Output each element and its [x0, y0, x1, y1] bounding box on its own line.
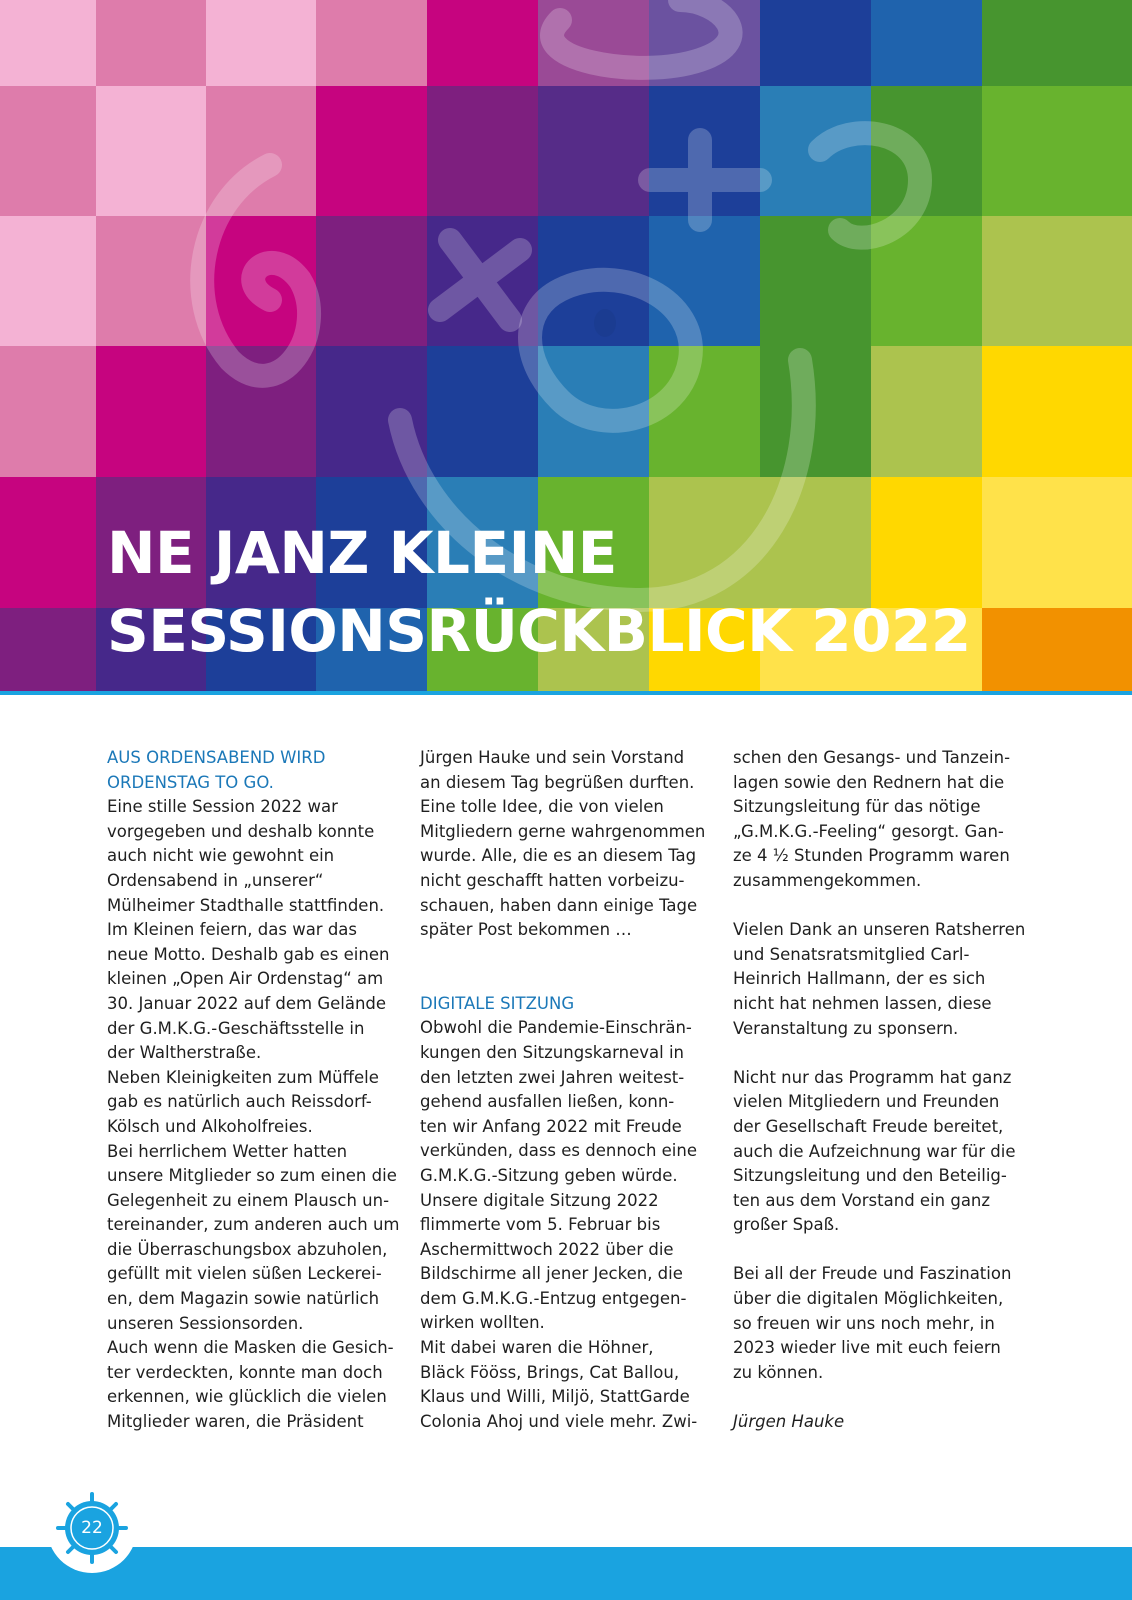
hero-divider: [0, 691, 1132, 695]
paragraph: [733, 746, 1023, 894]
text-line: der G.M.K.G.-Geschäftsstelle in: [107, 1018, 365, 1038]
text-line: Aschermittwoch 2022 über die: [420, 1239, 674, 1259]
text-line: G.M.K.G.-Sitzung geben würde.: [420, 1165, 678, 1185]
text-line: den letzten zwei Jahren weitest-: [420, 1067, 685, 1087]
section-heading-ordenstag: [107, 746, 397, 795]
text-line: Colonia Ahoj und viele mehr. Zwi-: [420, 1411, 698, 1431]
text-line: unseren Sessionsorden.: [107, 1313, 304, 1333]
text-line: verkünden, dass es dennoch eine: [420, 1141, 698, 1161]
text-line: ten wir Anfang 2022 mit Freude: [420, 1116, 682, 1136]
text-line: gehend ausfallen ließen, konn-: [420, 1092, 675, 1112]
article-column-3: [733, 746, 1026, 1435]
text-line: zu können.: [733, 1362, 824, 1382]
text-line: Sitzungsleitung für das nötige: [733, 797, 981, 817]
text-line: lagen sowie den Rednern hat die: [733, 772, 1005, 792]
paragraph: [107, 795, 400, 1434]
text-line: Vielen Dank an unseren Ratsherren: [733, 920, 1026, 940]
heading-line: AUS ORDENSABEND WIRD: [107, 748, 326, 767]
paragraph: [420, 1016, 710, 1434]
text-line: großer Spaß.: [733, 1215, 840, 1235]
doodle-swirl-icon: [552, 0, 731, 68]
text-line: Im Kleinen feiern, das war das: [107, 920, 358, 940]
text-line: flimmerte vom 5. Februar bis: [420, 1215, 661, 1235]
text-line: der Waltherstraße.: [107, 1043, 262, 1063]
text-line: Bei all der Freude und Faszination: [733, 1264, 1012, 1284]
text-line: Nicht nur das Programm hat ganz: [733, 1067, 1012, 1087]
text-line: gab es natürlich auch Reissdorf-: [107, 1092, 372, 1112]
text-line: Klaus und Willi, Miljö, StattGarde: [420, 1387, 690, 1407]
doodle-plus-icon: [650, 140, 760, 220]
text-line: unsere Mitglieder so zum einen die: [107, 1166, 397, 1186]
text-line: kungen den Sitzungskarneval in: [420, 1042, 685, 1062]
text-line: Mülheimer Stadthalle stattfinden.: [107, 895, 385, 915]
text-line: kleinen „Open Air Ordenstag“ am: [107, 969, 384, 989]
text-line: dem G.M.K.G.-Entzug entgegen-: [420, 1288, 687, 1308]
hero-banner: [0, 0, 1132, 695]
heading-line: ORDENSTAG TO GO.: [107, 772, 274, 792]
section-heading-digitale-sitzung: DIGITALE SITZUNG: [420, 993, 575, 1013]
text-line: gefüllt mit vielen süßen Leckerei-: [107, 1264, 382, 1284]
text-line: nicht hat nehmen lassen, diese: [733, 993, 992, 1013]
text-line: Bei herrlichem Wetter hatten: [107, 1141, 348, 1161]
text-line: tereinander, zum anderen auch um: [107, 1215, 400, 1235]
text-line: Sitzungsleitung und den Beteilig-: [733, 1166, 1007, 1186]
text-line: 2023 wieder live mit euch feiern: [733, 1338, 1001, 1358]
page-number: 22: [81, 1518, 103, 1538]
text-line: Bildschirme all jener Jecken, die: [420, 1264, 683, 1284]
text-line: auch nicht wie gewohnt ein: [107, 846, 335, 866]
text-line: schauen, haben dann einige Tage: [420, 895, 698, 915]
paragraph: [733, 918, 1026, 1041]
text-line: „G.M.K.G.-Feeling“ gesorgt. Gan-: [733, 821, 1004, 841]
author-signature: Jürgen Hauke: [733, 1412, 845, 1432]
doodle-swirl-icon: [820, 133, 920, 238]
text-line: neue Motto. Deshalb gab es einen: [107, 944, 390, 964]
text-line: und Senatsratsmitglied Carl-: [733, 944, 970, 964]
text-line: Jürgen Hauke und sein Vorstand: [420, 748, 685, 767]
text-line: Auch wenn die Masken die Gesich-: [107, 1338, 394, 1358]
text-line: der Gesellschaft Freude bereitet,: [733, 1116, 1004, 1136]
spacer: [733, 1041, 1023, 1066]
text-line: über die digitalen Möglichkeiten,: [733, 1289, 1004, 1309]
footer-bar: [0, 1547, 1132, 1600]
title-line-1: NE JANZ KLEINE: [107, 519, 617, 587]
text-line: Mitgliedern gerne wahrgenommen: [420, 821, 706, 841]
text-line: vorgegeben und deshalb konnte: [107, 821, 375, 841]
title-line-2: SESSIONSRÜCKBLICK 2022: [107, 597, 971, 665]
paragraph: [420, 746, 710, 943]
text-line: ze 4 ½ Stunden Programm waren: [733, 846, 1010, 866]
paragraph: [733, 1262, 1023, 1385]
text-line: später Post bekommen …: [420, 920, 632, 940]
spacer: [733, 894, 1023, 919]
doodle-plus-icon: [440, 240, 520, 320]
text-line: ten aus dem Vorstand ein ganz: [733, 1190, 991, 1210]
text-line: auch die Aufzeichnung war für die: [733, 1141, 1016, 1161]
text-line: Eine tolle Idee, die von vielen: [420, 797, 664, 817]
paragraph: [733, 1066, 1023, 1238]
page-title: [107, 514, 971, 670]
text-line: Ordensabend in „unserer“: [107, 870, 324, 890]
article-column-1: [107, 746, 400, 1435]
text-line: ter verdeckten, konnte man doch: [107, 1362, 383, 1382]
text-line: Mit dabei waren die Höhner,: [420, 1338, 654, 1358]
text-line: en, dem Magazin sowie natürlich: [107, 1289, 380, 1309]
text-line: Bläck Fööss, Brings, Cat Ballou,: [420, 1362, 680, 1382]
text-line: nicht geschafft hatten vorbeizu-: [420, 870, 685, 890]
text-line: 30. Januar 2022 auf dem Gelände: [107, 993, 387, 1013]
text-line: Mitglieder waren, die Präsident: [107, 1412, 364, 1432]
text-line: Obwohl die Pandemie-Einschrän-: [420, 1018, 692, 1038]
spacer: [733, 1238, 1023, 1263]
text-line: Gelegenheit zu einem Plausch un-: [107, 1190, 390, 1210]
text-line: Eine stille Session 2022 war: [107, 797, 338, 817]
text-line: die Überraschungsbox abzuholen,: [107, 1239, 388, 1259]
text-line: Heinrich Hallmann, der es sich: [733, 969, 986, 989]
text-line: wurde. Alle, die es an diesem Tag: [420, 846, 697, 866]
text-line: schen den Gesangs- und Tanzein-: [733, 748, 1011, 767]
spacer: [733, 1385, 1023, 1410]
text-line: an diesem Tag begrüßen durften.: [420, 772, 695, 792]
doodle-face-icon: [530, 280, 691, 421]
doodle-face-icon: [594, 309, 616, 337]
text-line: wirken wollten.: [420, 1313, 545, 1333]
article-column-2: [420, 746, 710, 1434]
spacer: [420, 943, 710, 992]
text-line: vielen Mitgliedern und Freunden: [733, 1092, 1000, 1112]
text-line: Kölsch und Alkoholfreies.: [107, 1116, 313, 1136]
text-line: Neben Kleinigkeiten zum Müffele: [107, 1067, 379, 1087]
text-line: Veranstaltung zu sponsern.: [733, 1018, 959, 1038]
text-line: zusammengekommen.: [733, 870, 922, 890]
text-line: Unsere digitale Sitzung 2022: [420, 1190, 659, 1210]
doodle-swirl-icon: [202, 165, 309, 376]
text-line: so freuen wir uns noch mehr, in: [733, 1313, 995, 1333]
text-line: erkennen, wie glücklich die vielen: [107, 1387, 387, 1407]
